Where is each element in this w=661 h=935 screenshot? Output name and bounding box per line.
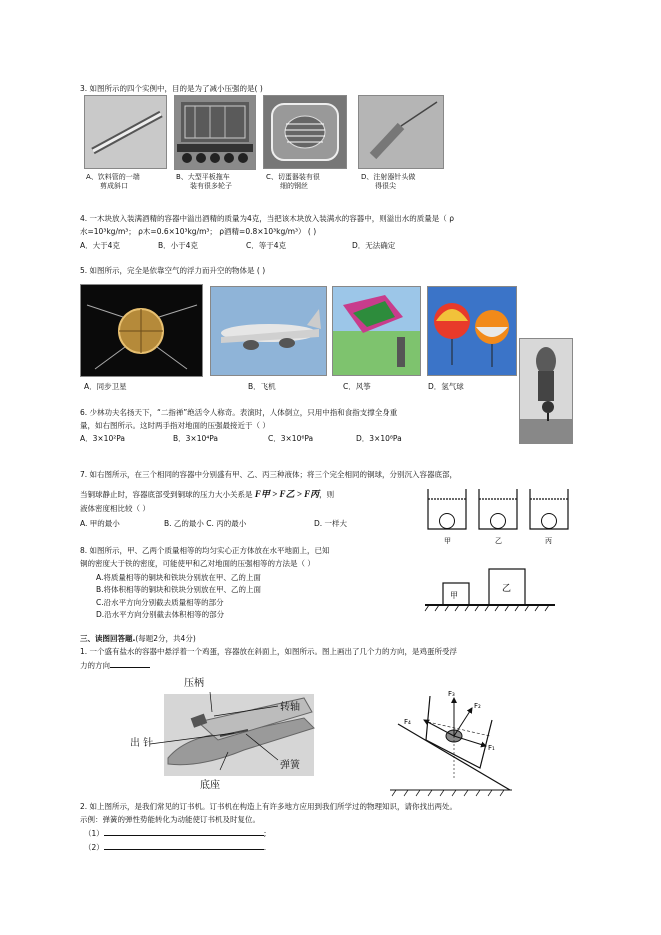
q3-caption-d: D、注射器针头做 得很尖 bbox=[361, 173, 416, 190]
q8-option-a: A.将质量相等的铜块和铁块分别放在甲、乙的上面 bbox=[96, 573, 261, 582]
q7-formula: F甲 > F乙 > F丙 bbox=[254, 489, 320, 499]
q8-option-d: D.沿水平方向分别截去体积相等的部分 bbox=[96, 610, 225, 619]
force-label-f2: F₂ bbox=[474, 702, 481, 710]
q6-option-d: D．3×10⁸Pa bbox=[356, 434, 402, 443]
s3-q2-blank1-label: （1） bbox=[84, 829, 104, 838]
q7-option-bc: B. 乙的最小 C. 丙的最小 bbox=[164, 519, 247, 528]
s3-q2-answer-2-blank[interactable] bbox=[104, 849, 264, 850]
stapler-label-pin: 出 针 bbox=[130, 738, 154, 749]
q4-option-b: B．小于4克 bbox=[158, 241, 198, 250]
q3-caption-b: B、大型平板拖车 装有很多轮子 bbox=[176, 173, 232, 190]
force-label-f4: F₄ bbox=[404, 718, 411, 726]
s3-q2-answer-1-blank[interactable] bbox=[104, 835, 264, 836]
q8-stem-line2: 铜的密度大于铁的密度，可能使甲和乙对地面的压强相等的方法是（ ） bbox=[80, 559, 315, 568]
q3-stem: 3. 如图所示的四个实例中，目的是为了减小压强的是( ) bbox=[80, 84, 263, 93]
q5-option-b: B．飞机 bbox=[248, 382, 276, 391]
q8-option-b: B.将体积相等的铜块和铁块分别放在甲、乙的上面 bbox=[96, 585, 262, 594]
container-label-jia: 甲 bbox=[444, 537, 451, 545]
trailer-photo bbox=[174, 95, 256, 170]
straw-photo bbox=[84, 95, 167, 169]
cube-label-jia: 甲 bbox=[450, 591, 458, 600]
stapler-photo bbox=[128, 678, 328, 798]
stapler-label-axis: 转轴 bbox=[280, 702, 300, 713]
q7-stem-line3: 液体密度相比较（ ） bbox=[80, 504, 150, 513]
s3-q2-blank2-label: （2） bbox=[84, 843, 104, 852]
q5-option-c: C．风筝 bbox=[343, 382, 371, 391]
container-label-yi: 乙 bbox=[495, 537, 502, 545]
q4-stem-line1: 4. 一木块放入装满酒精的容器中溢出酒精的质量为4克，当把该木块放入装满水的容器中，则溢出水的质量是（ ρ bbox=[80, 214, 454, 223]
syringe-photo bbox=[358, 95, 444, 169]
force-label-f3: F₃ bbox=[448, 690, 455, 698]
q5-option-a: A．同步卫星 bbox=[84, 382, 127, 391]
container-label-bing: 丙 bbox=[545, 537, 552, 545]
cube-label-yi: 乙 bbox=[502, 584, 512, 594]
satellite-photo bbox=[80, 284, 203, 377]
s3-q1-line2 bbox=[80, 661, 150, 670]
stapler-label-spring: 弹簧 bbox=[280, 760, 300, 771]
egg-slicer-photo bbox=[263, 95, 347, 169]
airplane-photo bbox=[210, 286, 327, 376]
s3-q2-answer-1: （1） ; bbox=[84, 829, 267, 838]
stapler-label-handle: 压柄 bbox=[184, 678, 204, 689]
q8-option-c: C.沿水平方向分别截去质量相等的部分 bbox=[96, 598, 224, 607]
q5-stem: 5. 如图所示，完全是依靠空气的浮力而升空的物体是 ( ) bbox=[80, 266, 266, 275]
s3-q1-line2-text: 力的方向 bbox=[80, 661, 110, 670]
q4-option-c: C．等于4克 bbox=[246, 241, 287, 250]
q7-stem-line2b: ，则 bbox=[319, 490, 335, 499]
q3-caption-a: A、饮料管的一端 剪成斜口 bbox=[86, 173, 140, 190]
q6-option-b: B．3×10⁴Pa bbox=[173, 434, 219, 443]
q6-stem-line2: 量，如右图所示。这时两手指对地面的压强最接近于（ ） bbox=[80, 421, 270, 430]
q7-option-a: A. 甲的最小 bbox=[80, 519, 120, 528]
section3-heading bbox=[80, 634, 196, 643]
s3-q1-line1: 1. 一个盛有盐水的容器中悬浮着一个鸡蛋，容器放在斜面上，如图所示。图上画出了几个力的方向，是鸡蛋所受浮 bbox=[80, 647, 458, 656]
kite-photo bbox=[332, 286, 421, 376]
two-finger-handstand-photo bbox=[519, 338, 573, 444]
s3-q2-line2: 示例：弹簧的弹性势能转化为动能使订书机及时复位。 bbox=[80, 815, 260, 824]
q7-stem-line2 bbox=[80, 489, 334, 500]
s3-q2-answer-2: （2） . bbox=[84, 843, 267, 852]
q5-option-d: D．氢气球 bbox=[428, 382, 464, 391]
s3-q1-answer-blank[interactable] bbox=[110, 667, 150, 668]
three-containers-diagram bbox=[420, 483, 580, 549]
section3-title: 三、读图回答题. bbox=[80, 634, 136, 643]
two-cubes-diagram bbox=[423, 563, 563, 613]
q6-option-c: C．3×10⁶Pa bbox=[268, 434, 314, 443]
q7-stem-line2a: 当铜球静止时，容器底部受到铜球的压力大小关系是 bbox=[80, 490, 253, 499]
egg-incline-diagram bbox=[388, 678, 516, 802]
section3-note: (每题2分，共4分) bbox=[135, 634, 196, 643]
q6-option-a: A．3×10²Pa bbox=[80, 434, 126, 443]
q7-stem-line1: 7. 如右图所示，在三个相同的容器中分别盛有甲、乙、丙三种液体；将三个完全相同的铜球，分别沉入容器底部， bbox=[80, 470, 458, 479]
q4-option-d: D．无法确定 bbox=[352, 241, 396, 250]
s3-q2-line1: 2. 如上图所示，是我们常见的订书机。订书机在构造上有许多地方应用到我们所学过的物理知识，请你找出两处。 bbox=[80, 802, 458, 811]
force-label-f1: F₁ bbox=[488, 744, 495, 752]
q7-option-d: D. 一样大 bbox=[314, 519, 348, 528]
q4-option-a: A．大于4克 bbox=[80, 241, 120, 250]
q6-stem-line1: 6. 少林功夫名扬天下，“二指禅”绝活令人称奇。表演时，人体倒立，只用中指和食指支撑全身重 bbox=[80, 408, 398, 417]
q3-caption-c: C、切蛋器装有很 细的钢丝 bbox=[266, 173, 320, 190]
balloon-photo bbox=[427, 286, 517, 376]
q8-stem-line1: 8. 如图所示，甲、乙两个质量相等的均匀实心正方体放在水平地面上，已知 bbox=[80, 546, 330, 555]
q4-stem-line2: 水=10³kg/m³； ρ木=0.6×10³kg/m³； ρ酒精=0.8×10³kg/m³） ( ) bbox=[80, 227, 317, 236]
stapler-label-base: 底座 bbox=[200, 780, 220, 791]
